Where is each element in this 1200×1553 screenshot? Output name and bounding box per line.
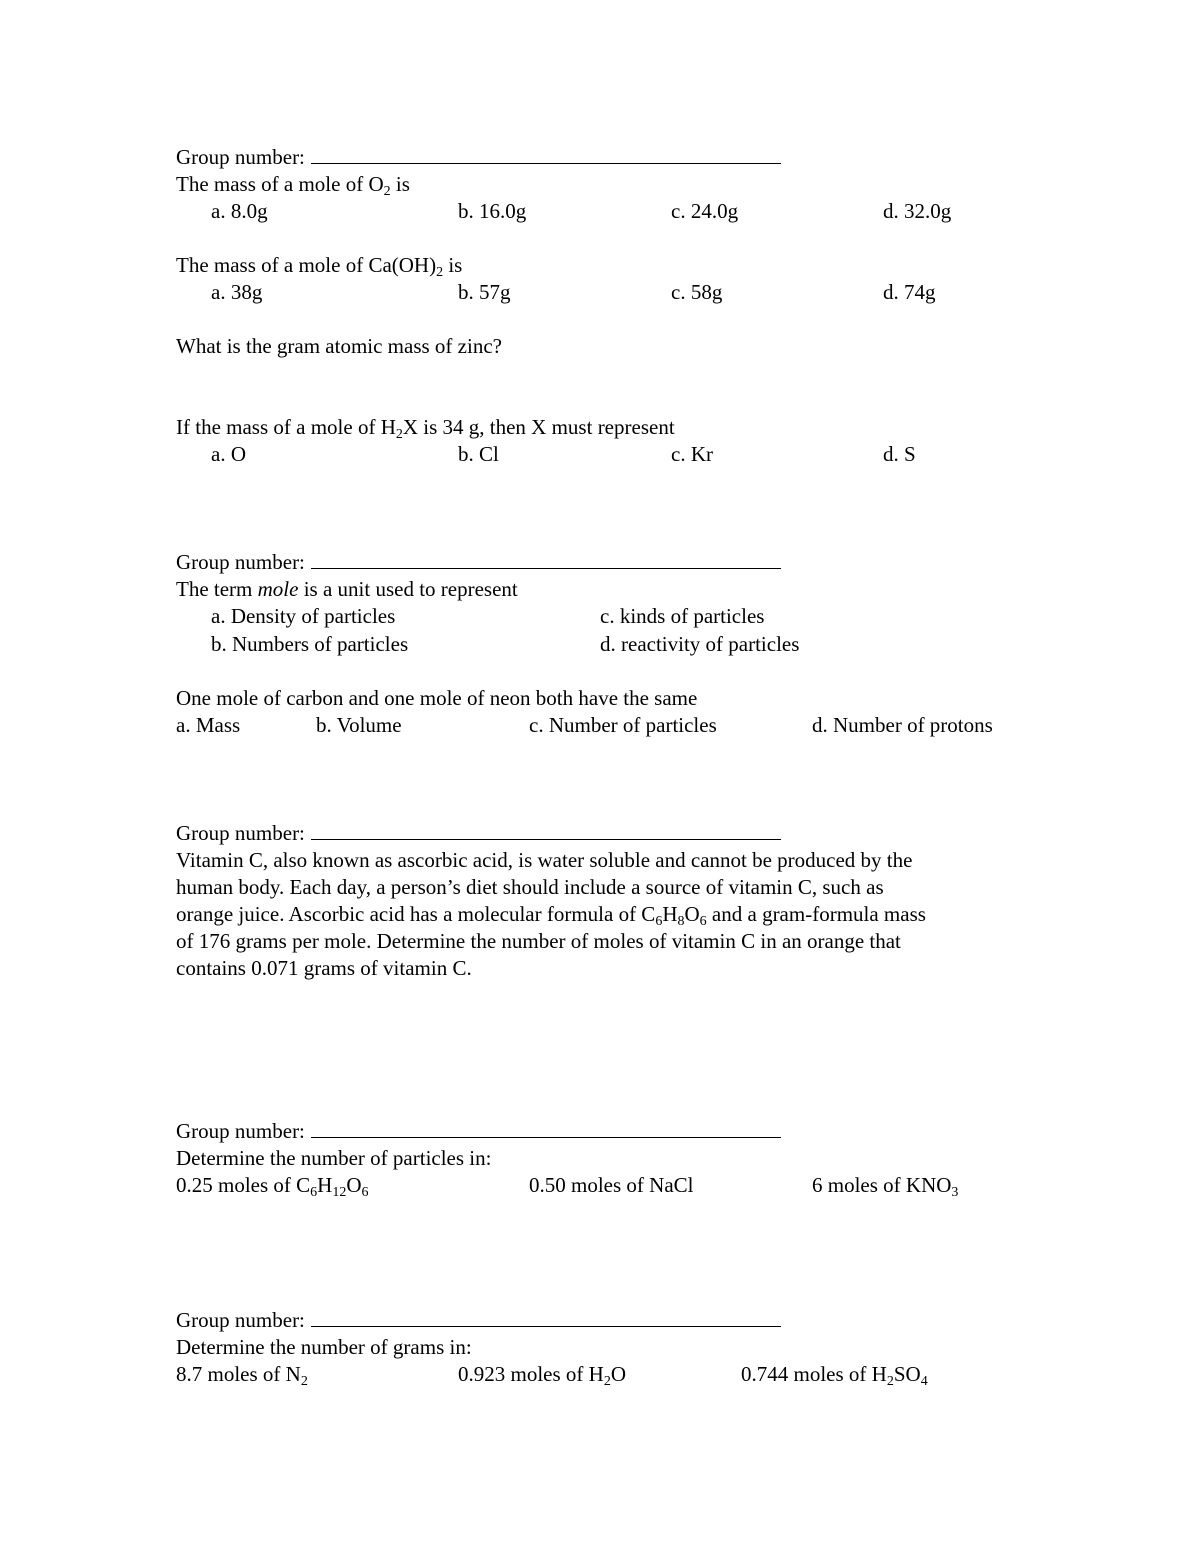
paragraph-line: orange juice. Ascorbic acid has a molecular formula of $C_6H_8O_6$ and a gram-formula mass [176, 902, 926, 929]
answer-option: c. 24.0g [671, 199, 739, 223]
group-number-label: Group number: [176, 1307, 781, 1334]
answer-option: d. 32.0g [883, 199, 952, 223]
question-stem: One mole of carbon and one mole of neon both have the same [176, 686, 698, 710]
answer-option: a. Mass [176, 713, 241, 737]
problem-item: 0.744 moles of $H_2SO_4$ [741, 1362, 928, 1389]
answer-option: b. Volume [316, 713, 402, 737]
question-stem: Determine the number of grams in: [176, 1335, 472, 1359]
question-stem: The term mole is a unit used to represent [176, 577, 518, 601]
answer-option: b. Cl [458, 442, 499, 466]
paragraph-line: Vitamin C, also known as ascorbic acid, is water soluble and cannot be produced by the [176, 848, 913, 872]
problem-item: 0.923 moles of $H_2O$ [458, 1362, 626, 1389]
group-number-blank[interactable] [311, 1308, 781, 1327]
problem-item: 8.7 moles of $N_2$ [176, 1362, 308, 1389]
answer-option: d. Number of protons [812, 713, 993, 737]
question-stem: The mass of a mole of $Ca(OH)_2$ is [176, 253, 463, 280]
group-number-label: Group number: [176, 1118, 781, 1145]
problem-item: 0.50 moles of NaCl [529, 1173, 694, 1197]
answer-option: b. Numbers of particles [211, 632, 409, 656]
question-stem: If the mass of a mole of $H_2X$ is 34 g, then X must represent [176, 415, 675, 442]
paragraph-line: contains 0.071 grams of vitamin C. [176, 956, 472, 980]
answer-option: d. S [883, 442, 916, 466]
group-number-blank[interactable] [311, 145, 781, 164]
answer-option: a. O [211, 442, 246, 466]
answer-option: c. 58g [671, 280, 723, 304]
paragraph-line: human body. Each day, a person’s diet should include a source of vitamin C, such as [176, 875, 884, 899]
group-number-blank[interactable] [311, 550, 781, 569]
answer-option: a. 38g [211, 280, 263, 304]
answer-option: b. 16.0g [458, 199, 527, 223]
group-number-blank[interactable] [311, 821, 781, 840]
question-stem: What is the gram atomic mass of zinc? [176, 334, 502, 358]
group-number-blank[interactable] [311, 1119, 781, 1138]
answer-option: d. 74g [883, 280, 936, 304]
answer-option: c. Number of particles [529, 713, 717, 737]
answer-option: d. reactivity of particles [600, 632, 800, 656]
problem-item: 0.25 moles of $C_6H_{12}O_6$ [176, 1173, 369, 1200]
problem-item: 6 moles of $KNO_3$ [812, 1173, 959, 1200]
group-number-label: Group number: [176, 820, 781, 847]
answer-option: a. Density of particles [211, 604, 396, 628]
question-stem: Determine the number of particles in: [176, 1146, 492, 1170]
answer-option: b. 57g [458, 280, 511, 304]
paragraph-line: of 176 grams per mole. Determine the number of moles of vitamin C in an orange that [176, 929, 901, 953]
answer-option: a. 8.0g [211, 199, 268, 223]
answer-option: c. Kr [671, 442, 713, 466]
group-number-label: Group number: [176, 549, 781, 576]
answer-option: c. kinds of particles [600, 604, 765, 628]
question-stem: The mass of a mole of $O_2$ is [176, 172, 410, 199]
group-number-label: Group number: [176, 144, 781, 171]
